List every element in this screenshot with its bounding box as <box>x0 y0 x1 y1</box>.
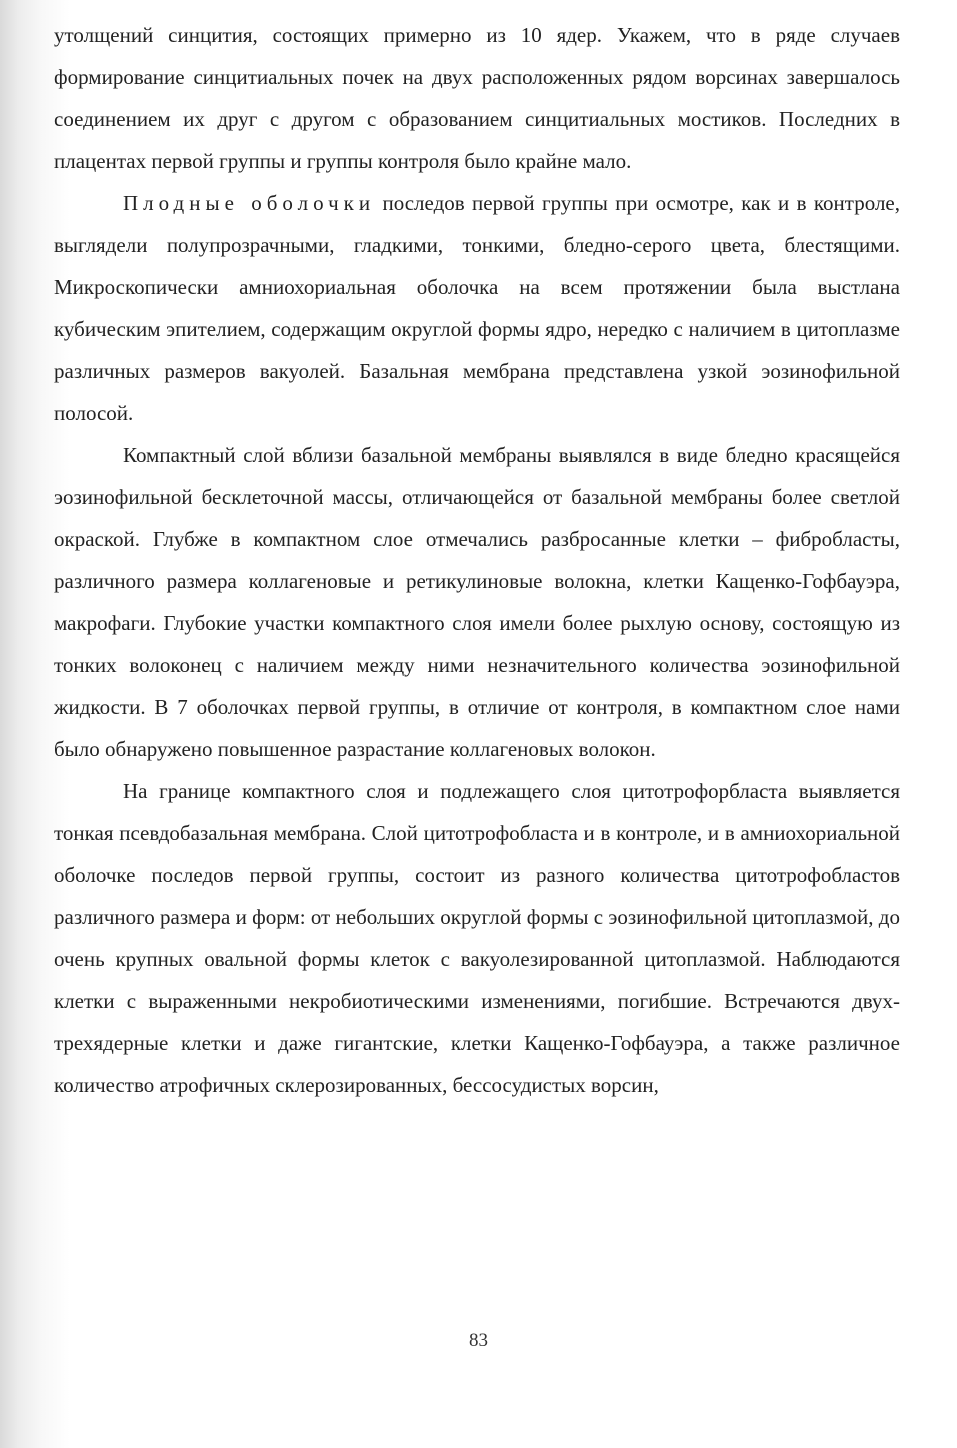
paragraph-3: Компактный слой вблизи базальной мембраны выявлялся в виде бледно красящейся эозинофильной бесклеточной массы, отличающейся от базальной мембраны более светлой окраской. Глубже в компактном слое отмечались разбросанные клетки – фибробласты, различного размера коллагеновые и ретикулиновые волокна, клетки Кащенко-Гофбауэра, макрофаги. Глубокие участки компактного слоя имели более рыхлую основу, состоящую из тонких волоконец с наличием между ними незначительного количества эозинофильной жидкости. В 7 оболочках первой группы, в отличие от контроля, в компактном слое нами было обнаружено повышенное разрастание коллагеновых волокон. <box>54 443 900 761</box>
paragraph-4: На границе компактного слоя и подлежащего слоя цитотрофорбласта выявляется тонкая псевдобазальная мембрана. Слой цитотрофобласта и в контроле, и в амниохориальной оболочке последов первой группы, состоит из разного количества цитотрофобластов различного размера и форм: от небольших округлой формы с эозинофильной цитоплазмой, до очень крупных овальной формы клеток с вакуолезированной цитоплазмой. Наблюдаются клетки с выраженными некробиотическими изменениями, погибшие. Встречаются двух-трехядерные клетки и даже гигантские, клетки Кащенко-Гофбауэра, а также различное количество атрофичных склерозированных, бессосудистых ворсин, <box>54 779 900 1097</box>
page-number: 83 <box>469 1330 488 1351</box>
paragraph-2-body: последов первой группы при осмотре, как и в контроле, выглядели полупрозрачными, гладкими, тонкими, бледно-серого цвета, блестящими. Микроскопически амниохориальная оболочка на всем протяжении была выстлана кубическим эпителием, содержащим округлой формы ядро, нередко с наличием в цитоплазме различных размеров вакуолей. Базальная мембрана представлена узкой эозинофильной полосой. <box>54 191 900 425</box>
body-text <box>54 14 900 1106</box>
paragraph-2 <box>54 182 900 434</box>
paragraph-1: утолщений синцития, состоящих примерно из 10 ядер. Укажем, что в ряде случаев формирование синцитиальных почек на двух расположенных рядом ворсинах завершалось соединением их друг с другом с образованием синцитиальных мостиков. Последних в плацентах первой группы и группы контроля было крайне мало. <box>54 23 900 173</box>
paragraph-2-lead-term: Плодные оболочки <box>123 191 376 215</box>
